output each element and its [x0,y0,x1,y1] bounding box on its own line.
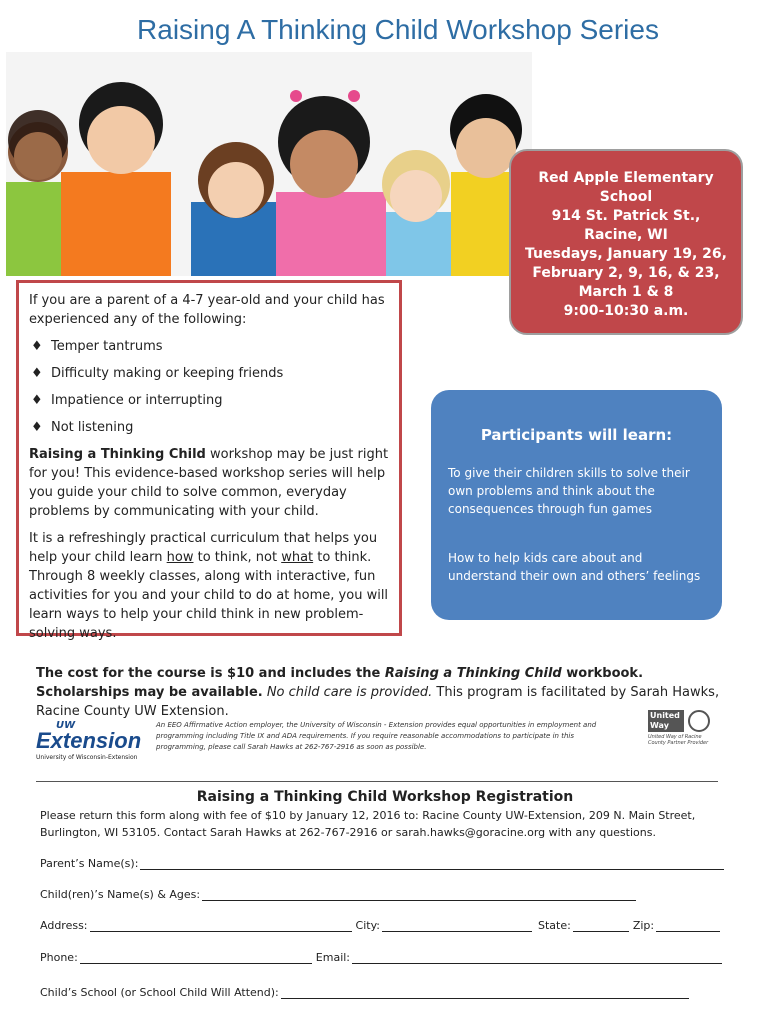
learn-item: To give their children skills to solve their own problems and think about the consequences through fun games [448,466,690,516]
learn-heading: Participants will learn: [480,426,673,444]
children-names-line[interactable] [202,888,636,901]
intro-lead: If you are a parent of a 4-7 year-old and your child has experienced any of the following: [29,293,385,327]
venue-line: Racine, WI [584,227,668,243]
address-row: Address: City: State: Zip: [40,914,720,932]
diamond-bullet-icon: ♦ [31,366,43,381]
registration-instructions: Please return this form along with fee of $10 by January 12, 2016 to: Racine County UW-Extension, 209 N. Main Street, Burlington, WI 53105. Contact Sarah Hawks at 262-767-2916 or sarah.hawks@goracine.org with any questions. [40,809,696,839]
cut-line [36,781,718,782]
phone-line[interactable] [80,951,312,964]
venue-line: March 1 & 8 [578,284,674,300]
zip-line[interactable] [656,919,720,932]
intro-paragraph-1: Raising a Thinking Child workshop may be just right for you! This evidence-based workshop series will help you guide your child to solve common, everyday problems by communicating with your child. [29,447,389,519]
venue-line: 9:00-10:30 a.m. [563,303,689,319]
registration-title: Raising a Thinking Child Workshop Registration [196,789,574,805]
symptom-list [29,337,389,437]
children-names-field: Child(ren)’s Name(s) & Ages: [40,883,636,901]
venue-line: Red Apple Elementary [538,170,714,186]
footer-logos [36,711,716,770]
united-way-logo: United Way United Way of Racine County Partner Provider [648,711,709,746]
list-item: ♦ Impatience or interrupting [31,393,223,408]
diamond-bullet-icon: ♦ [31,339,43,354]
page-title: Raising A Thinking Child Workshop Series [137,14,659,45]
parent-name-line[interactable] [140,857,724,870]
parent-name-field: Parent’s Name(s): [40,852,724,870]
diamond-bullet-icon: ♦ [31,420,43,435]
email-line[interactable] [352,951,722,964]
venue-line: School [599,189,653,205]
city-line[interactable] [382,919,532,932]
list-item: ♦ Temper tantrums [31,339,163,354]
learn-box [431,390,722,620]
school-line[interactable] [281,986,689,999]
phone-email-row: Phone: Email: [40,946,722,964]
eeo-statement: An EEO Affirmative Action employer, the University of Wisconsin - Extension provides equal opportunities in employment and programming including Title IX and ADA requirements. If you require reasonable accommodations to participate in this programming, please call Sarah Hawks at 262-767-2916 as soon as possible. [156,721,597,751]
venue-line: 914 St. Patrick St., [551,208,701,224]
address-line[interactable] [90,919,352,932]
cost-statement: The cost for the course is $10 and includes the Raising a Thinking Child workbook. Scholarships may be available. No child care is provided. This program is facilitated by Sarah Hawks, Racine County UW Extension. [36,666,720,719]
learn-item: How to help kids care about and understand their own and others’ feelings [448,551,701,583]
school-field: Child’s School (or School Child Will Attend): [40,981,689,999]
venue-line: February 2, 9, 16, & 23, [532,265,720,281]
diamond-bullet-icon: ♦ [31,393,43,408]
list-item: ♦ Difficulty making or keeping friends [31,366,284,381]
intro-paragraph-2: It is a refreshingly practical curriculum that helps you help your child learn how to think, not what to think. Through 8 weekly classes, along with interactive, fun activities for you and your child to do at home, you will learn ways to help your child think in new problem-solving ways. [29,531,389,641]
intro-box [16,280,402,641]
list-item: ♦ Not listening [31,420,134,435]
venue-line: Tuesdays, January 19, 26, [525,246,727,262]
uw-extension-logo: UW Extension University of Wisconsin-Extension [36,720,142,761]
state-line[interactable] [573,919,629,932]
venue-box [509,149,743,335]
united-way-emblem-icon [688,710,710,732]
children-photo [6,52,532,276]
